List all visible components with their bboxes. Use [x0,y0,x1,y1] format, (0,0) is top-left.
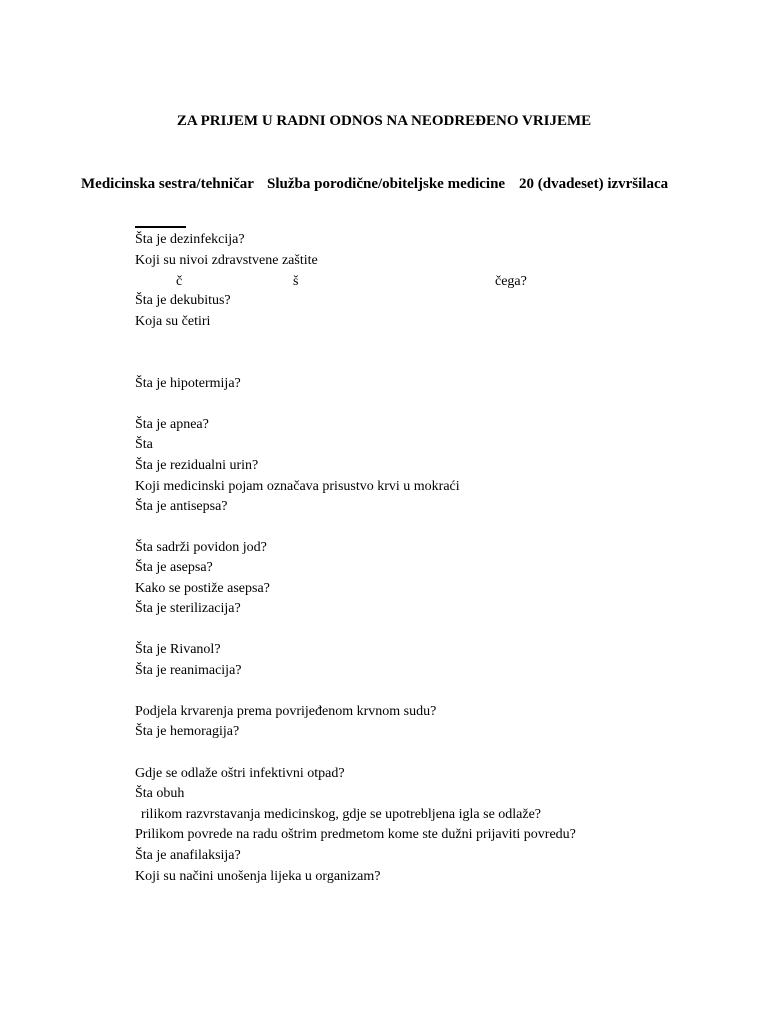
question-line: Kako se postiže asepsa? [135,581,270,596]
question-line: Podjela krvarenja prema povrijeđenom krvnom sudu? [135,704,437,719]
question-line: Šta obuh [135,786,185,801]
question-line: Šta je antisepsa? [135,499,228,514]
text-fragment: š [293,274,299,289]
question-line: Šta je asepsa? [135,560,213,575]
question-line: Šta je anafilaksija? [135,848,241,863]
question-line: Koji su nivoi zdravstvene zaštite [135,253,318,268]
job-header [81,176,668,193]
underline-rule [135,226,186,228]
question-line: Šta je sterilizacija? [135,601,241,616]
job-service: Služba porodične/obiteljske medicine [267,176,506,192]
question-line: Šta je reanimacija? [135,663,242,678]
question-line: Koji su načini unošenja lijeka u organizam? [135,869,381,884]
question-line: Prilikom povrede na radu oštrim predmetom kome ste dužni prijaviti povredu? [135,827,576,842]
question-line: Šta sadrži povidon jod? [135,540,267,555]
question-line: Gdje se odlaže oštri infektivni otpad? [135,766,345,781]
question-line: Šta [135,437,153,452]
question-line: Šta je hemoragija? [135,724,240,739]
document-title: ZA PRIJEM U RADNI ODNOS NA NEODREĐENO VRIJEME [176,113,592,129]
question-line: Šta je dekubitus? [135,293,231,308]
question-line: Koji medicinski pojam označava prisustvo krvi u mokraći [135,479,460,494]
question-line: Šta je hipotermija? [135,376,241,391]
question-line: Šta je apnea? [135,417,209,432]
question-line: Koja su četiri [135,314,211,329]
job-count: 20 (dvadeset) izvršilaca [519,176,669,192]
job-position: Medicinska sestra/tehničar [81,176,254,192]
text-fragment: čega? [495,274,527,289]
question-line: Šta je Rivanol? [135,642,221,657]
question-line: rilikom razvrstavanja medicinskog, gdje se upotrebljena igla se odlaže? [141,807,542,822]
question-line: Šta je dezinfekcija? [135,232,245,247]
question-line: Šta je rezidualni urin? [135,458,259,473]
text-fragment: č [176,274,183,289]
